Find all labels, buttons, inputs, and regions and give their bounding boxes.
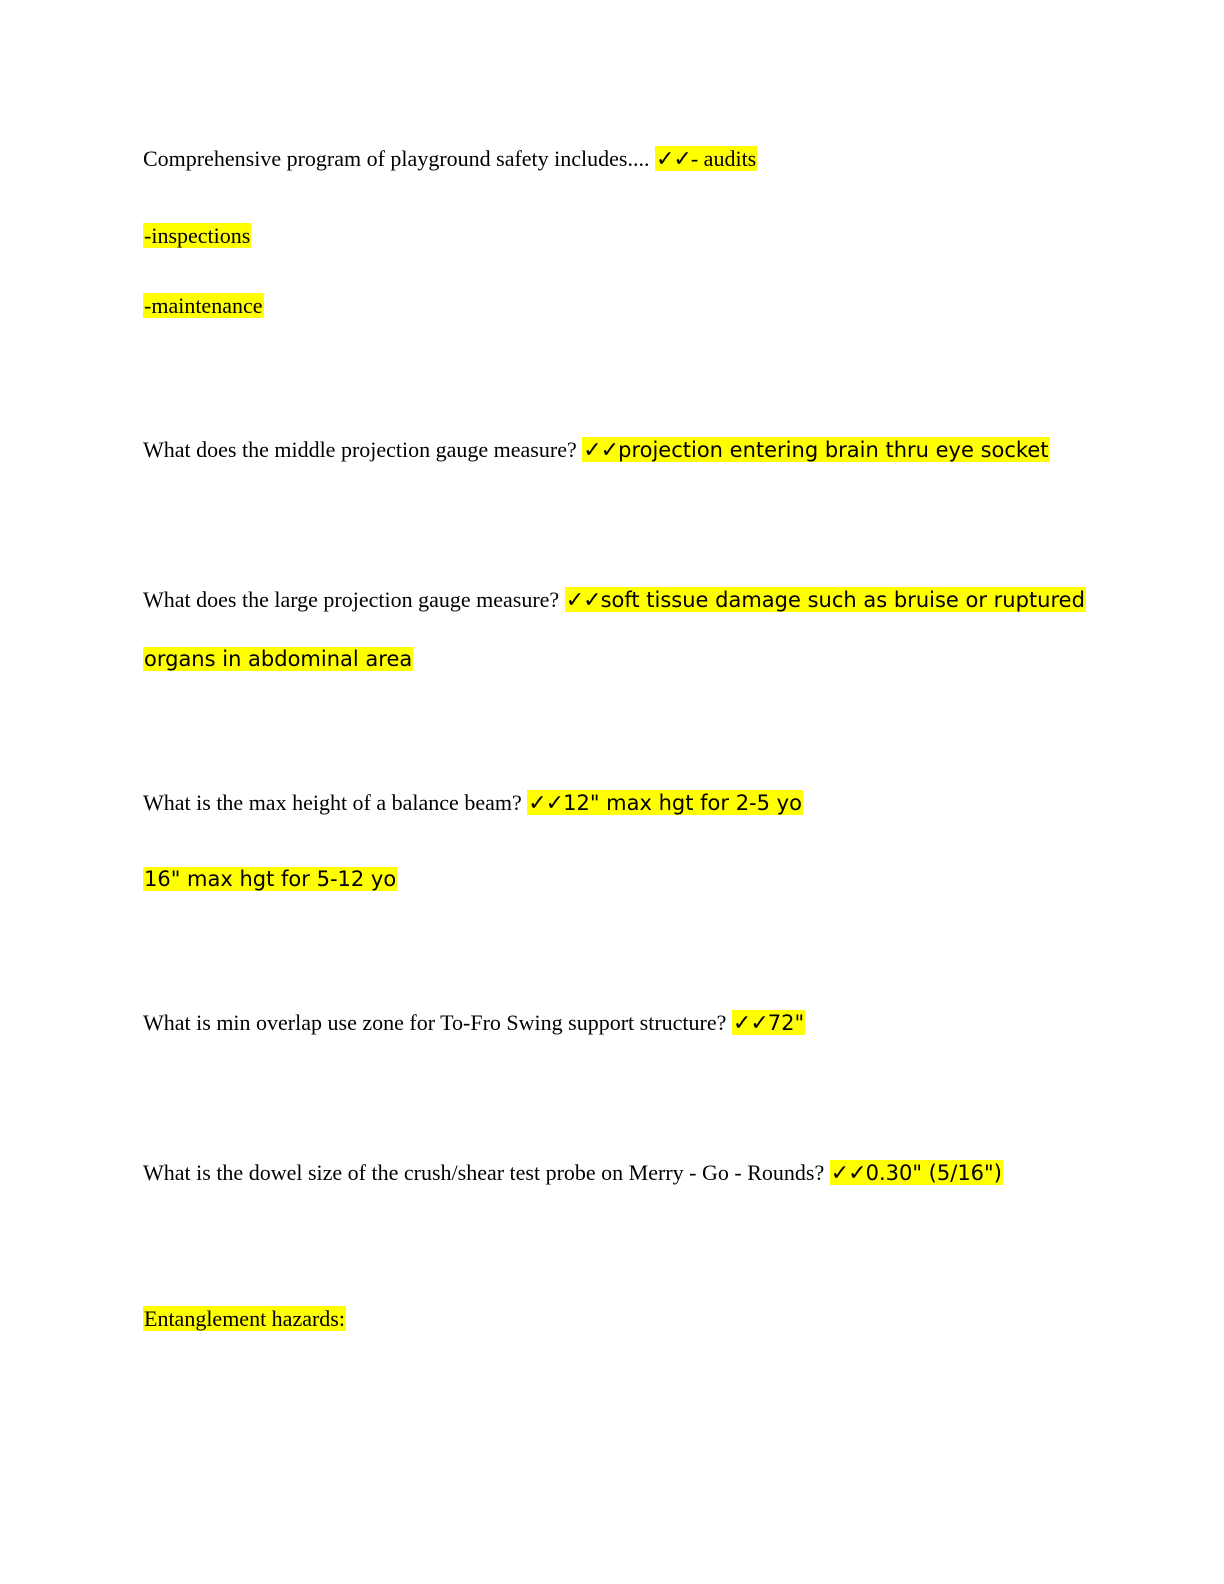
answer-4-line-1: 12" max hgt for 2-5 yo xyxy=(563,791,802,815)
question-5-text: What is min overlap use zone for To-Fro Swing support structure? xyxy=(143,1010,727,1035)
question-3-line xyxy=(143,584,1086,617)
answer-1-highlight xyxy=(655,146,757,171)
answer-6-highlight xyxy=(830,1160,1003,1185)
answer-3-line-1: soft tissue damage such as bruise or ruptured xyxy=(600,588,1085,612)
question-1-text: Comprehensive program of playground safety includes.... xyxy=(143,146,650,171)
double-check-icon: ✓✓ xyxy=(528,791,564,816)
double-check-icon: ✓✓ xyxy=(565,588,601,613)
question-5-line xyxy=(143,1007,805,1040)
question-2-text: What does the middle projection gauge measure? xyxy=(143,437,577,462)
double-check-icon: ✓✓ xyxy=(655,147,691,172)
double-check-icon: ✓✓ xyxy=(830,1161,866,1186)
answer-4-line-2: 16" max hgt for 5-12 yo xyxy=(144,867,397,891)
answer-4-highlight xyxy=(527,790,803,815)
answer-3-highlight xyxy=(565,587,1086,612)
question-3-text: What does the large projection gauge measure? xyxy=(143,587,560,612)
question-4-line xyxy=(143,787,803,820)
double-check-icon: ✓✓ xyxy=(583,438,619,463)
answer-1-line-2: -inspections xyxy=(144,223,251,248)
question-1-line xyxy=(143,143,757,176)
answer-1-line-3: -maintenance xyxy=(144,293,263,318)
double-check-icon: ✓✓ xyxy=(732,1011,768,1036)
question-2-line xyxy=(143,434,1050,467)
answer-1-line-2-row xyxy=(143,220,251,252)
answer-2-line-1: projection entering brain thru eye socket xyxy=(618,438,1049,462)
answer-1-line-1: - audits xyxy=(690,146,757,171)
question-6-text: What is the dowel size of the crush/shear test probe on Merry - Go - Rounds? xyxy=(143,1160,825,1185)
section-heading: Entanglement hazards: xyxy=(144,1306,345,1331)
answer-6-line-1: 0.30" (5/16") xyxy=(865,1161,1002,1185)
answer-2-highlight xyxy=(582,437,1049,462)
answer-5-line-1: 72" xyxy=(767,1011,805,1035)
answer-5-highlight xyxy=(732,1010,805,1035)
question-6-line xyxy=(143,1157,1003,1190)
answer-3-line-2-row xyxy=(143,643,413,675)
answer-1-line-3-row xyxy=(143,290,264,322)
answer-3-line-2: organs in abdominal area xyxy=(144,647,413,671)
answer-4-line-2-row xyxy=(143,863,397,895)
section-heading-row xyxy=(143,1303,346,1335)
question-4-text: What is the max height of a balance beam? xyxy=(143,790,522,815)
